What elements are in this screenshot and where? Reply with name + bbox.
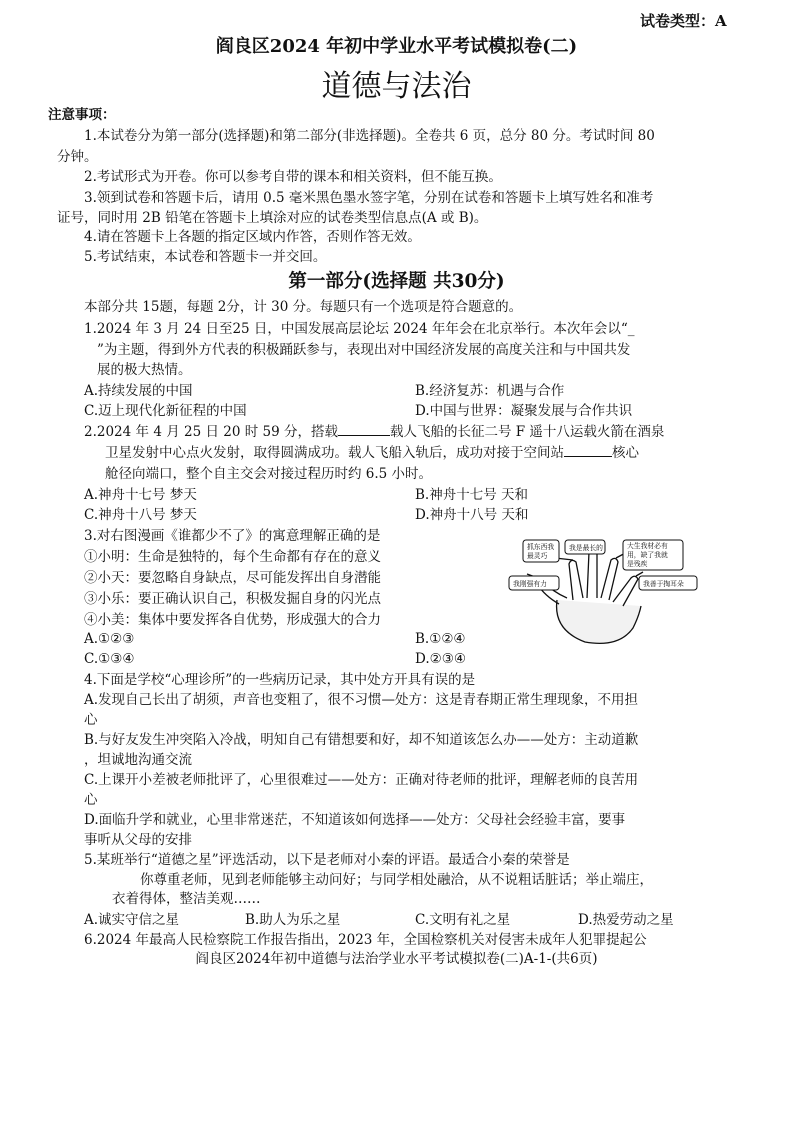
exam-title: 阎良区2024 年初中学业水平考试模拟卷(二) [215,36,578,57]
q5-option-d: D.热爱劳动之星 [578,912,674,928]
q5-quote-line2: 衣着得体，整洁美观…… [112,891,261,907]
section-title: 第一部分(选择题 共30分) [288,271,505,292]
cartoon-bubble-text: 我善于掏耳朵 [643,580,684,588]
cartoon-bubble-text: 用，缺了我就 [627,551,668,559]
q1-stem-line3: 展的极大热情。 [97,362,192,378]
cartoon-bubble-text: 抓东西我 [527,543,555,551]
q2-option-d: D.神舟十八号 天和 [415,507,529,523]
answer-blank [564,444,612,457]
q3-option-a: A.①②③ [84,631,135,647]
q3-statement-3: ③小乐：要正确认识自己，积极发掘自身的闪光点 [84,591,381,607]
q6-stem-line1: 6.2024 年最高人民检察院工作报告指出，2023 年，全国检察机关对侵害未成年人犯罪提起公 [84,932,647,948]
q2-stem-line2-part1: 卫星发射中心点火发射，取得圆满成功。载人飞船入轨后，成功对接于空间站 [105,445,564,461]
q4-option-d-line2: 事听从父母的安排 [84,832,192,848]
q1-stem-line2: ”为主题，得到外方代表的积极踊跃参与，表现出对中国经济发展的高度关注和与中国共发 [97,342,631,358]
q2-option-c: C.神舟十八号 梦天 [84,507,197,523]
q3-stem: 3.对右图漫画《谁都少不了》的寓意理解正确的是 [84,528,381,544]
q2-stem-line2 [105,444,639,462]
notice-line: 2.考试形式为开卷。你可以参考自带的课本和相关资料，但不能互换。 [84,169,502,185]
q5-option-a: A.诚实守信之星 [84,912,180,928]
q5-option-b: B.助人为乐之星 [245,912,341,928]
notice-heading: 注意事项： [48,107,116,123]
q4-option-b-line2: ，坦诚地沟通交流 [84,752,192,768]
subject-title: 道德与法治 [321,69,472,104]
q4-stem: 4.下面是学校“心理诊所”的一些病历记录，其中处方开具有误的是 [84,672,476,688]
answer-blank [338,423,390,436]
q3-statement-1: ①小明：生命是独特的，每个生命都有存在的意义 [84,549,381,565]
q4-option-c-line1: C.上课开小差被老师批评了，心里很难过——处方：正确对待老师的批评，理解老师的良苦用 [84,772,639,788]
section-intro: 本部分共 15题，每题 2分，计 30 分。每题只有一个选项是符合题意的。 [84,299,523,315]
q2-option-a: A.神舟十七号 梦天 [84,487,197,503]
q3-statement-2: ②小天：要忽略自身缺点，尽可能发挥出自身潜能 [84,570,381,586]
cartoon-bubble-text: 我是最长的 [569,544,603,552]
q5-stem: 5.某班举行“道德之星”评选活动，以下是老师对小秦的评语。最适合小秦的荣誉是 [84,852,570,868]
notice-line: 5.考试结束，本试卷和答题卡一并交回。 [84,249,327,265]
q2-stem-line1-part1: 2.2024 年 4 月 25 日 20 时 59 分，搭载 [84,424,338,440]
q1-option-c: C.迈上现代化新征程的中国 [84,403,247,419]
q4-option-a-line1: A.发现自己长出了胡须，声音也变粗了，很不习惯—处方：这是青春期正常生理现象，不用担 [84,692,639,708]
q3-option-c: C.①③④ [84,651,135,667]
paper-type-label: 试卷类型：A [640,12,727,30]
q1-option-a: A.持续发展的中国 [84,383,193,399]
notice-line: 3.领到试卷和答题卡后，请用 0.5 毫米黑色墨水签字笔，分别在试卷和答题卡上填写姓名和准考 [84,190,654,206]
q3-statement-4: ④小美：集体中要发挥各自优势，形成强大的合力 [84,612,381,628]
cartoon-bubble-text: 我刚强有力 [513,580,547,588]
hand-cartoon-image [507,538,701,648]
q4-option-b-line1: B.与好友发生冲突陷入冷战，明知自己有错想要和好，却不知道该怎么办——处方：主动道歉 [84,732,639,748]
notice-line: 分钟。 [57,149,98,165]
q1-stem-line1: 1.2024 年 3 月 24 日至25 日，中国发展高层论坛 2024 年年会在北京举行。本次年会以“_ [84,321,635,337]
q2-stem-line1 [84,423,664,441]
notice-line: 4.请在答题卡上各题的指定区域内作答，否则作答无效。 [84,229,421,245]
cartoon-bubble-text: 是残疾 [627,560,648,568]
q1-option-b: B.经济复苏：机遇与合作 [415,383,565,399]
q2-option-b: B.神舟十七号 天和 [415,487,529,503]
q3-option-b: B.①②④ [415,631,466,647]
notice-line: 证号，同时用 2B 铅笔在答题卡上填涂对应的试卷类型信息点(A 或 B)。 [57,210,488,226]
q2-stem-line2-part2: 核心 [612,445,639,461]
q3-option-d: D.②③④ [415,651,466,667]
page-footer: 阎良区2024年初中道德与法治学业水平考试模拟卷(二)A-1-(共6页) [195,951,598,967]
cartoon-bubble-text: 最灵巧 [527,552,548,560]
q4-option-c-line2: 心 [84,792,98,808]
notice-line: 1.本试卷分为第一部分(选择题)和第二部分(非选择题)。全卷共 6 页，总分 80 分。考试时间 80 [84,128,655,144]
q5-quote-line1: 你尊重老师，见到老师能够主动问好；与同学相处融洽，从不说粗话脏话；举止端庄， [140,872,653,888]
q4-option-d-line1: D.面临升学和就业，心里非常迷茫，不知道该如何选择——处方：父母社会经验丰富，要事 [84,812,626,828]
cartoon-bubble-text: 大生我材必有 [627,542,668,550]
q1-option-d: D.中国与世界：凝聚发展与合作共识 [415,403,633,419]
q4-option-a-line2: 心 [84,712,98,728]
q2-stem-line3: 舱径向端口，整个自主交会对接过程历时约 6.5 小时。 [105,466,433,482]
q5-option-c: C.文明有礼之星 [415,912,511,928]
q2-stem-line1-part2: 载人飞船的长征二号 F 遥十八运载火箭在酒泉 [389,424,665,440]
